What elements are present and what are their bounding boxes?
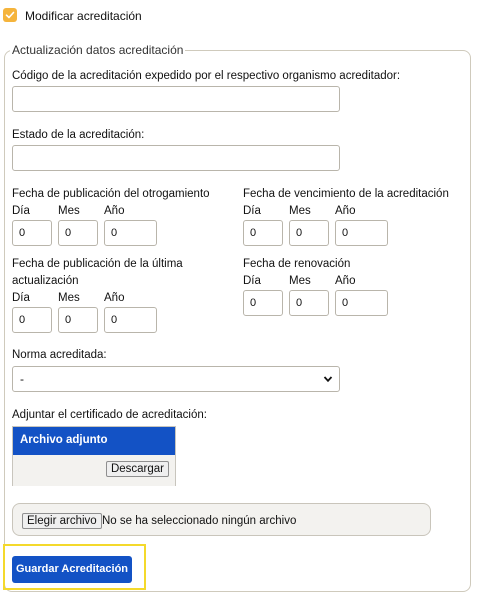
fieldset-legend: Actualización datos acreditación (12, 43, 184, 57)
checkmark-icon (5, 10, 15, 20)
chevron-down-icon (323, 375, 333, 383)
save-accreditation-button[interactable]: Guardar Acreditación (12, 556, 132, 583)
attachment-header: Archivo adjunto (13, 427, 175, 455)
renovacion-month-input[interactable]: 0 (289, 290, 329, 316)
otorgamiento-year-input[interactable]: 0 (104, 220, 157, 246)
renovacion-month-label: Mes (289, 275, 311, 287)
otorgamiento-day-input[interactable]: 0 (12, 220, 52, 246)
download-button[interactable]: Descargar (106, 461, 169, 477)
modify-accreditation-label: Modificar acreditación (25, 9, 142, 23)
ultima-title-line1: Fecha de publicación de la última (12, 258, 183, 270)
ultima-month-label: Mes (58, 292, 80, 304)
ultima-year-input[interactable]: 0 (104, 307, 157, 333)
norma-select[interactable] (12, 366, 340, 392)
renovacion-title: Fecha de renovación (243, 258, 351, 270)
renovacion-year-label: Año (335, 275, 356, 287)
ultima-year-label: Año (104, 292, 125, 304)
file-status-text: No se ha seleccionado ningún archivo (102, 515, 297, 527)
norma-selected-value: - (20, 372, 24, 386)
estado-label: Estado de la acreditación: (12, 129, 145, 141)
codigo-label: Código de la acreditación expedido por el respectivo organismo acreditador: (12, 70, 401, 82)
ultima-day-label: Día (12, 292, 30, 304)
attachment-panel (12, 426, 176, 486)
attachment-body (13, 455, 175, 486)
vencimiento-month-label: Mes (289, 205, 311, 217)
otorgamiento-month-input[interactable]: 0 (58, 220, 98, 246)
otorgamiento-month-label: Mes (58, 205, 80, 217)
vencimiento-title: Fecha de vencimiento de la acreditación (243, 188, 449, 200)
renovacion-day-label: Día (243, 275, 261, 287)
norma-label: Norma acreditada: (12, 349, 107, 361)
codigo-input[interactable] (12, 86, 340, 112)
ultima-day-input[interactable]: 0 (12, 307, 52, 333)
ultima-title-line2: actualización (12, 275, 79, 287)
estado-input[interactable] (12, 145, 340, 171)
renovacion-year-input[interactable]: 0 (335, 290, 388, 316)
vencimiento-day-input[interactable]: 0 (243, 220, 283, 246)
vencimiento-year-input[interactable]: 0 (335, 220, 388, 246)
otorgamiento-year-label: Año (104, 205, 125, 217)
ultima-month-input[interactable]: 0 (58, 307, 98, 333)
otorgamiento-day-label: Día (12, 205, 30, 217)
attachment-label: Adjuntar el certificado de acreditación: (12, 409, 207, 421)
modify-accreditation-checkbox[interactable] (3, 8, 17, 22)
renovacion-day-input[interactable]: 0 (243, 290, 283, 316)
vencimiento-day-label: Día (243, 205, 261, 217)
otorgamiento-title: Fecha de publicación del otrogamiento (12, 188, 210, 200)
choose-file-button[interactable]: Elegir archivo (22, 513, 102, 529)
vencimiento-year-label: Año (335, 205, 356, 217)
vencimiento-month-input[interactable]: 0 (289, 220, 329, 246)
file-input-box (12, 503, 431, 536)
